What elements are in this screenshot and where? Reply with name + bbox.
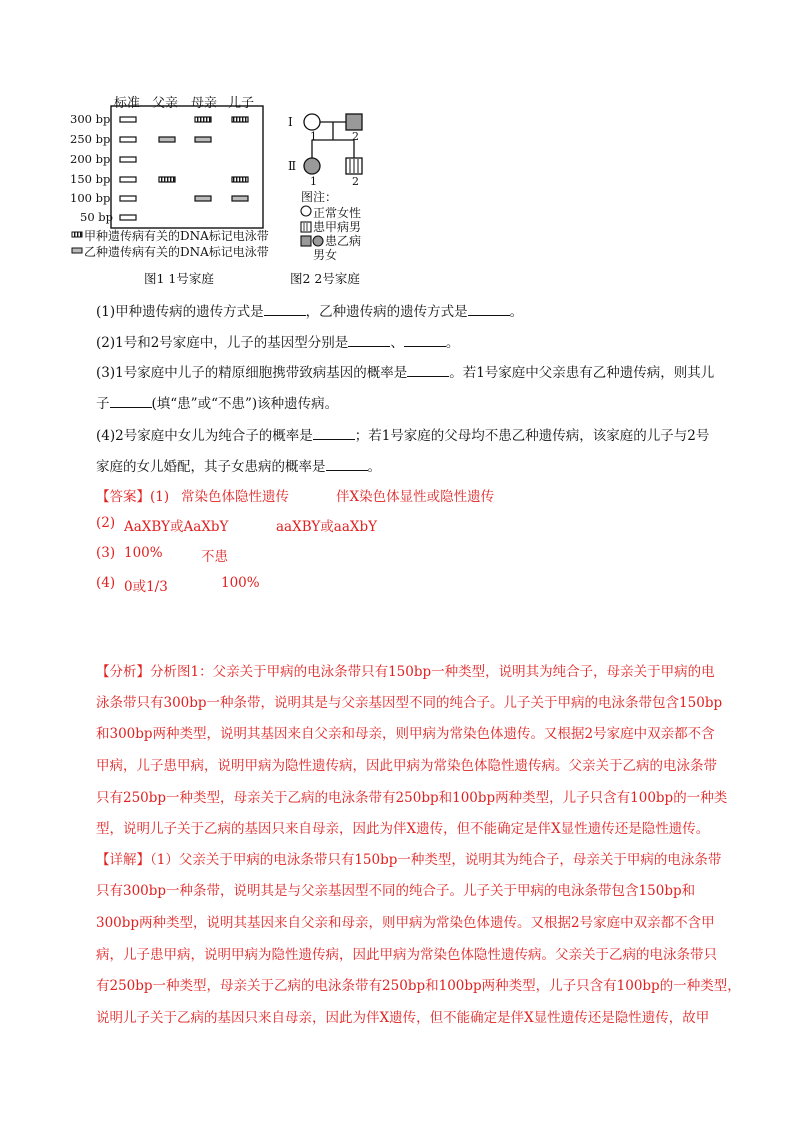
pedigree-legend-1: 正常女性: [313, 206, 362, 220]
band-std-150: [120, 177, 136, 182]
q2-blank-2[interactable]: [404, 334, 446, 347]
question-1: [96, 300, 523, 320]
q3-text-a: (3)1号家庭中儿子的精原细胞携带致病基因的概率是: [96, 365, 408, 381]
pedigree-num-I1: 1: [310, 130, 317, 143]
analysis-line-5: 只有250bp一种类型，母亲关于乙病的电泳条带有250bp和100bp两种类型，儿子只含有100bp的一种类: [96, 790, 728, 806]
analysis-line-3: 和300bp两种类型，说明其基因来自父亲和母亲，则甲病为常染色体遗传。又根据2号家庭中双亲都不含: [96, 726, 715, 742]
q1-blank-1[interactable]: [264, 303, 306, 316]
q4-text-d: 。: [367, 459, 381, 475]
answer-line-2: [96, 515, 378, 535]
band-son-300: [232, 117, 248, 122]
question-3-line-2: [96, 392, 338, 412]
answer-4a: 0或1/3: [124, 579, 168, 595]
answer-4b: 100%: [221, 575, 260, 591]
band-son-100: [232, 196, 248, 201]
answer-tag: 【答案】: [96, 489, 150, 505]
pedigree-I2-male-yi: [346, 114, 362, 130]
answer-3a: 100%: [124, 545, 163, 561]
gel-row-200: 200 bp: [70, 152, 111, 166]
band-std-300: [120, 117, 136, 122]
detail-line-3: 300bp两种类型，说明其基因来自父亲和母亲，则甲病为常染色体遗传。又根据2号家庭中双亲都不含甲: [96, 915, 715, 931]
band-mother-250: [195, 137, 211, 142]
q1-text-c: 。: [509, 304, 524, 320]
answer-2-num: (2): [96, 515, 116, 531]
legend-swatch-jia: [72, 232, 82, 237]
pedigree-legend-3: 患乙病: [325, 234, 362, 248]
gen-II-label: Ⅱ: [288, 159, 297, 173]
q3-blank-1[interactable]: [407, 364, 449, 377]
pedigree-legend-2: 患甲病男: [313, 220, 362, 234]
q2-text-c: 。: [445, 335, 460, 351]
question-3-line-1: [96, 361, 714, 381]
q1-text-a: (1)甲种遗传病的遗传方式是: [96, 304, 264, 320]
question-4-line-2: [96, 455, 381, 475]
detail-line-1: [96, 849, 721, 871]
legend-yi-female-icon: [313, 236, 323, 246]
analysis-line-2: 泳条带只有300bp一种条带，说明其是与父亲基因型不同的纯合子。儿子关于甲病的电泳条带包含150bp: [96, 695, 723, 711]
legend-yi-male-icon: [301, 236, 311, 246]
q3-text-b: 。若1号家庭中父亲患有乙种遗传病，则其儿: [449, 365, 715, 381]
analysis-line-1: [96, 661, 715, 683]
band-std-50: [120, 215, 136, 220]
legend-swatch-yi: [72, 248, 82, 253]
legend-jia-male-icon: [301, 222, 311, 232]
analysis-text-1: 分析图1：父亲关于甲病的电泳条带只有150bp一种类型，说明其为纯合子，母亲关于甲病的电: [150, 664, 715, 680]
gel-row-250: 250 bp: [70, 132, 111, 146]
answer-2a: AaXBY或AaXbY: [124, 519, 229, 535]
gel-row-300: 300 bp: [70, 112, 111, 126]
q3-text-d: (填“患”或“不患”)该种遗传病。: [151, 396, 339, 412]
analysis-line-6: 型，说明儿子关于乙病的基因只来自母亲，因此为伴X遗传，但不能确定是伴X显性遗传还是隐性遗传。: [96, 821, 710, 837]
gel-col-standard: 标准: [114, 96, 141, 111]
gel-frame: [111, 106, 263, 228]
detail-tag: 【详解】: [96, 852, 150, 868]
band-son-150: [232, 177, 248, 182]
answer-1-num: (1): [150, 489, 170, 505]
gel-row-150: 150 bp: [70, 172, 111, 186]
gel-row-50: 50 bp: [80, 210, 114, 224]
detail-line-4: 病，儿子患甲病，说明甲病为隐性遗传病，因此甲病为常染色体隐性遗传病。父亲关于乙病的电泳条带只: [96, 947, 717, 963]
q4-blank-2[interactable]: [326, 458, 368, 471]
q3-text-c: 子: [96, 396, 110, 412]
gel-legend-jia: 甲种遗传病有关的DNA标记电泳带: [84, 229, 269, 243]
pedigree-legend-4: 男女: [313, 248, 338, 262]
detail-line-5: 有250bp一种类型，母亲关于乙病的电泳条带有250bp和100bp两种类型，儿子只含有100bp的一种类型，: [96, 978, 741, 994]
answer-line-3: [96, 545, 228, 565]
band-father-250: [159, 137, 175, 142]
q4-text-c: 家庭的女儿婚配，其子女患病的概率是: [96, 459, 326, 475]
analysis-line-4: 甲病，儿子患甲病，说明甲病为隐性遗传病，因此甲病为常染色体隐性遗传病。父亲关于乙病的电泳条带: [96, 758, 717, 774]
figure-2: [285, 105, 395, 290]
detail-line-2: 只有300bp一种条带，说明其是与父亲基因型不同的纯合子。儿子关于甲病的电泳条带包含150bp和: [96, 883, 696, 899]
question-4-line-1: [96, 424, 709, 444]
q2-text-a: (2)1号和2号家庭中，儿子的基因型分别是: [96, 335, 349, 351]
answer-4-num: (4): [96, 575, 116, 591]
gen-I-label: Ⅰ: [288, 115, 293, 129]
figure-2-caption: 图2 2号家庭: [290, 271, 360, 286]
q3-blank-2[interactable]: [110, 395, 152, 408]
band-std-250: [120, 137, 136, 142]
pedigree-II1-female-yi: [304, 158, 320, 174]
answer-3-num: (3): [96, 545, 116, 561]
pedigree-num-II2: 2: [352, 175, 359, 188]
gel-legend-yi: 乙种遗传病有关的DNA标记电泳带: [84, 245, 269, 259]
figure-1-caption: 图1 1号家庭: [144, 271, 214, 286]
answer-line-1: [96, 485, 495, 505]
gel-col-father: 父亲: [152, 96, 179, 111]
q1-blank-2[interactable]: [468, 303, 510, 316]
pedigree-num-I2: 2: [352, 130, 359, 143]
band-father-150: [159, 177, 175, 182]
legend-normal-female-icon: [301, 206, 311, 216]
q4-text-a: (4)2号家庭中女儿为纯合子的概率是: [96, 428, 313, 444]
gel-col-son: 儿子: [228, 96, 255, 111]
band-mother-100: [195, 196, 211, 201]
gel-row-100: 100 bp: [70, 191, 111, 205]
question-2: [96, 331, 459, 351]
analysis-tag: 【分析】: [96, 664, 150, 680]
q2-blank-1[interactable]: [348, 334, 390, 347]
q4-blank-1[interactable]: [313, 427, 355, 440]
q2-text-b: 、: [390, 335, 404, 351]
pedigree-legend-title: 图注：: [301, 190, 338, 204]
answer-2b: aaXBY或aaXbY: [276, 519, 378, 535]
band-std-100: [120, 196, 136, 201]
answer-3b: 不患: [201, 549, 228, 565]
answer-1a: 常染色体隐性遗传: [181, 489, 289, 505]
detail-line-6: 说明儿子关于乙病的基因只来自母亲，因此为伴X遗传，但不能确定是伴X显性遗传还是隐性遗传，故甲: [96, 1010, 710, 1026]
answer-1b: 伴X染色体显性或隐性遗传: [336, 489, 495, 505]
band-mother-300: [195, 117, 211, 122]
detail-text-1: （1）父亲关于甲病的电泳条带只有150bp一种类型，说明其为纯合子，母亲关于甲病的电泳条带: [150, 852, 722, 868]
pedigree-num-II1: 1: [310, 175, 317, 188]
gel-col-mother: 母亲: [191, 96, 218, 111]
pedigree-I1-female: [304, 114, 320, 130]
q4-text-b: ；若1号家庭的父母均不患乙种遗传病，该家庭的儿子与2号: [354, 428, 710, 444]
band-std-200: [120, 157, 136, 162]
answer-line-4: [96, 575, 260, 595]
q1-text-b: ，乙种遗传病的遗传方式是: [305, 304, 468, 320]
